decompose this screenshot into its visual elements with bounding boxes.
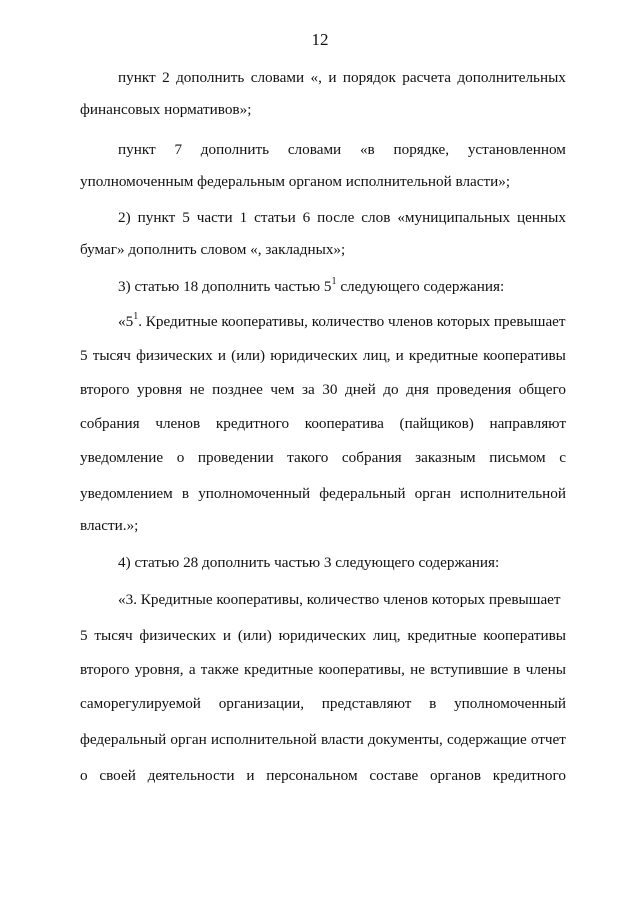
superscript: 1 <box>331 276 337 287</box>
text-line: финансовых нормативов»; <box>80 101 252 118</box>
page-number: 12 <box>311 30 329 49</box>
text-line: 2) пункт 5 части 1 статьи 6 после слов «муниципальных ценных <box>118 209 566 226</box>
text-line: второго уровня не позднее чем за 30 дней до дня проведения общего <box>80 381 566 398</box>
text-line: пункт 7 дополнить словами «в порядке, установленном <box>118 141 566 158</box>
text-line: «$5^1$. Кредитные кооперативы, количество членов которых превышает <box>118 311 566 330</box>
text-line: федеральный орган исполнительной власти документы, содержащие отчет <box>80 731 566 748</box>
text-line: «3. Кредитные кооперативы, количество членов которых превышает <box>118 591 561 608</box>
text-line: бумаг» дополнить словом «, закладных»; <box>80 241 346 258</box>
text-line: собрания членов кредитного кооператива (пайщиков) направляют <box>80 415 566 432</box>
text-line: 5 тысяч физических и (или) юридических лиц, и кредитные кооперативы <box>80 347 566 364</box>
text-line: власти.»; <box>80 517 139 534</box>
text-line: саморегулируемой организации, представляют в уполномоченный <box>80 695 566 712</box>
superscript: 1 <box>133 311 139 322</box>
text-line: пункт 2 дополнить словами «, и порядок расчета дополнительных <box>118 69 566 86</box>
text-line: 5 тысяч физических и (или) юридических лиц, кредитные кооперативы <box>80 627 566 644</box>
text-line: уполномоченным федеральным органом исполнительной власти»; <box>80 173 511 190</box>
text-line: 4) статью 28 дополнить частью 3 следующего содержания: <box>118 554 500 571</box>
text-line: второго уровня, а также кредитные кооперативы, не вступившие в члены <box>80 661 566 678</box>
text-line: 3) статью 18 дополнить частью $5^1$ следующего содержания: <box>118 276 505 295</box>
text-line: уведомлением в уполномоченный федеральный орган исполнительной <box>80 485 566 502</box>
text-line: о своей деятельности и персональном составе органов кредитного <box>80 767 566 784</box>
text-line: уведомление о проведении такого собрания заказным письмом с <box>80 449 566 466</box>
